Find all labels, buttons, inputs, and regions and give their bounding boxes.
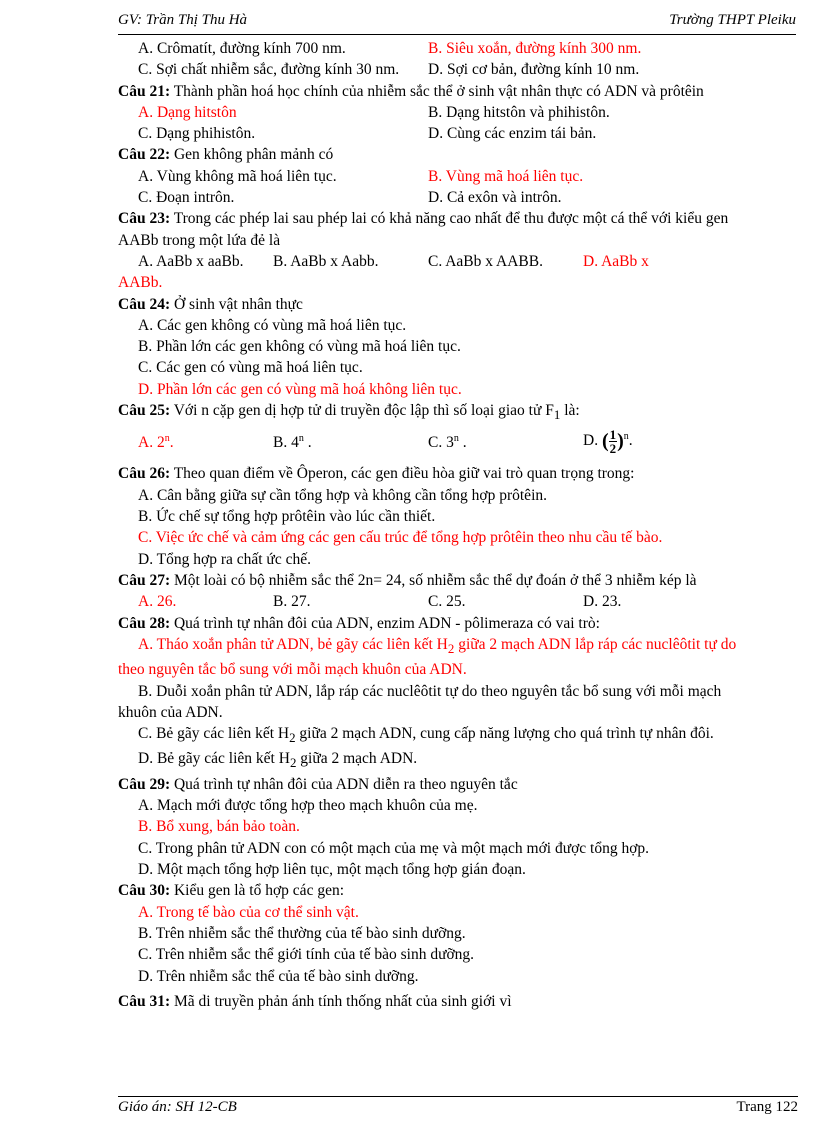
- q27-option-c: C. 25.: [428, 593, 466, 611]
- q25-option-b-base: B. 4: [273, 433, 299, 451]
- q29-text: Quá trình tự nhân đôi của ADN diễn ra theo nguyên tắc: [170, 775, 518, 793]
- q24-question: [118, 294, 738, 315]
- q26-text: Theo quan điểm về Ôperon, các gen điều hòa giữ vai trò quan trọng trong:: [170, 465, 635, 483]
- q24-option-c: C. Các gen có vùng mã hoá liên tục.: [138, 359, 363, 377]
- q27-option-d: D. 23.: [583, 593, 622, 611]
- q23-option-d: D. AaBb x: [583, 252, 649, 270]
- q25-option-b-exp: n: [298, 432, 304, 444]
- q31-text: Mã di truyền phản ánh tính thống nhất của sinh giới vì: [170, 992, 512, 1010]
- q27-option-b: B. 27.: [273, 593, 311, 611]
- q20-option-a: A. Crômatít, đường kính 700 nm.: [138, 40, 346, 57]
- q25-label: Câu 25:: [118, 402, 171, 420]
- q25-fraction-denominator: 2: [609, 440, 617, 456]
- q25-text: Với n cặp gen dị hợp tử di truyền độc lập thì số loại giao tử F: [170, 402, 554, 420]
- spacer: [118, 455, 738, 463]
- q25-options: [118, 425, 738, 455]
- q20-option-d: D. Sợi cơ bản, đường kính 10 nm.: [428, 61, 640, 79]
- q23-question: [118, 208, 738, 251]
- q29-option-d: D. Một mạch tổng hợp liên tục, một mạch tổng hợp gián đoạn.: [138, 861, 526, 879]
- q21-options-row2: [118, 123, 738, 144]
- q26-option-a: A. Cân bằng giữa sự cần tổng hợp và không cần tổng hợp prôtêin.: [138, 486, 547, 504]
- q23-options: [118, 251, 738, 272]
- q28-text: Quá trình tự nhân đôi của ADN, enzim ADN - pôlimeraza có vai trò:: [170, 614, 600, 632]
- q31-label: Câu 31:: [118, 992, 171, 1010]
- q23-label: Câu 23:: [118, 210, 171, 228]
- q23-option-d-continued: AABb.: [118, 274, 163, 292]
- q30-question: [118, 880, 738, 901]
- q22-option-b: B. Vùng mã hoá liên tục.: [428, 167, 584, 185]
- q20-option-c: C. Sợi chất nhiễm sắc, đường kính 30 nm.: [138, 61, 400, 79]
- q27-label: Câu 27:: [118, 571, 171, 589]
- q25-fraction: [609, 428, 618, 455]
- q25-option-c: C. 3$^n$ .: [428, 432, 467, 451]
- q29-option-a: A. Mạch mới được tổng hợp theo mạch khuôn của mẹ.: [138, 797, 478, 815]
- q21-option-b: B. Dạng hitstôn và phihistôn.: [428, 103, 610, 121]
- q23-option-b: B. AaBb x Aabb.: [273, 252, 379, 270]
- q23-text: Trong các phép lai sau phép lai có khả năng cao nhất để thu được một cá thể với kiểu gen AABb trong một lứa đẻ là: [118, 210, 729, 249]
- q22-options-row1: [118, 166, 738, 187]
- q28-option-a: [118, 634, 738, 681]
- q28-question: [118, 613, 738, 634]
- q23-option-c: C. AaBb x AABB.: [428, 252, 543, 270]
- q25-option-c-exp: n: [453, 432, 459, 444]
- q25-option-b: B. 4$^n$ .: [273, 432, 312, 451]
- q21-option-c: C. Dạng phihistôn.: [138, 125, 256, 143]
- q30-option-b: B. Trên nhiễm sắc thể thường của tế bào sinh dưỡng.: [138, 924, 466, 942]
- q21-text: Thành phần hoá học chính của nhiễm sắc thể ở sinh vật nhân thực có ADN và prôtêin: [170, 82, 704, 100]
- page-footer: [118, 1096, 798, 1119]
- q22-option-a: A. Vùng không mã hoá liên tục.: [138, 167, 337, 185]
- q22-label: Câu 22:: [118, 146, 171, 164]
- document-body: [118, 38, 738, 1012]
- q21-question: [118, 81, 738, 102]
- q28-option-d-subscript: 2: [289, 755, 297, 771]
- q22-option-d: D. Cả exôn và intrôn.: [428, 189, 562, 207]
- q28-option-a-part2: giữa 2 mạch ADN lắp ráp các nuclêôtit tự do theo nguyên tắc bổ sung với mỗi mạch khuôn của ADN.: [118, 635, 737, 679]
- q24-option-d: D. Phần lớn các gen có vùng mã hoá không liên tục.: [138, 380, 462, 398]
- q21-label: Câu 21:: [118, 82, 171, 100]
- q26-label: Câu 26:: [118, 465, 171, 483]
- q24-option-a: A. Các gen không có vùng mã hoá liên tục.: [138, 316, 407, 334]
- q28-option-c-subscript: 2: [289, 730, 296, 746]
- q26-question: [118, 463, 738, 484]
- q28-option-a-part1: A. Tháo xoắn phân tử ADN, bẻ gãy các liên kết H: [138, 635, 448, 653]
- q25-option-a: A. 2$^n$.: [138, 432, 174, 451]
- q25-option-c-base: C. 3: [428, 433, 454, 451]
- q26-option-d: D. Tổng hợp ra chất ức chế.: [138, 550, 311, 568]
- q25-fraction-rparen: ): [617, 429, 624, 452]
- q29-label: Câu 29:: [118, 775, 171, 793]
- q28-option-d-part2: giữa 2 mạch ADN.: [296, 750, 418, 768]
- q22-options-row2: [118, 187, 738, 208]
- q24-option-b: B. Phần lớn các gen không có vùng mã hoá liên tục.: [138, 338, 461, 356]
- q30-label: Câu 30:: [118, 882, 171, 900]
- q28-option-c-part1: C. Bẻ gãy các liên kết H: [138, 725, 290, 743]
- q26-option-b: B. Ức chế sự tổng hợp prôtêin vào lúc cần thiết.: [138, 508, 436, 526]
- q25-fraction-lparen: (: [601, 429, 609, 452]
- page-header: [118, 12, 796, 35]
- q21-options-row1: [118, 102, 738, 123]
- q22-option-c: C. Đoạn intrôn.: [138, 189, 235, 207]
- q25-tail: là:: [560, 402, 580, 420]
- q30-option-d: D. Trên nhiễm sắc thể của tế bào sinh dưỡng.: [138, 967, 419, 985]
- q27-option-a: A. 26.: [138, 593, 177, 611]
- q23-option-a: A. AaBb x aaBb.: [138, 252, 244, 270]
- q30-option-a: A. Trong tế bào của cơ thể sinh vật.: [138, 903, 359, 921]
- q25-question: [118, 400, 738, 425]
- q25-option-d-label: D.: [583, 432, 599, 450]
- footer-page-number: Trang 122: [736, 1099, 798, 1115]
- q27-options: [118, 591, 738, 612]
- q25-option-a-exp: n: [164, 432, 170, 444]
- header-school: Trường THPT Pleiku: [669, 12, 796, 28]
- q29-question: [118, 774, 738, 795]
- q22-question: [118, 144, 738, 165]
- q20-option-b: B. Siêu xoắn, đường kính 300 nm.: [428, 40, 642, 57]
- q25-subscript: 1: [553, 407, 561, 423]
- q28-label: Câu 28:: [118, 614, 171, 632]
- q20-options-row2: [118, 59, 738, 80]
- q25-option-a-base: A. 2: [138, 433, 165, 451]
- q28-option-d-part1: D. Bẻ gãy các liên kết H: [138, 750, 290, 768]
- q28-option-c: [118, 723, 738, 748]
- header-teacher: GV: Trần Thị Thu Hà: [118, 12, 248, 28]
- q21-option-d: D. Cùng các enzim tái bản.: [428, 125, 597, 143]
- q22-text: Gen không phân mảnh có: [170, 146, 334, 164]
- q27-text: Một loài có bộ nhiễm sắc thể 2n= 24, số nhiễm sắc thể dự đoán ở thể 3 nhiễm kép là: [170, 571, 697, 589]
- q27-question: [118, 570, 738, 591]
- q30-option-c: C. Trên nhiễm sắc thể giới tính của tế bào sinh dưỡng.: [138, 946, 475, 964]
- q28-option-a-subscript: 2: [447, 640, 455, 656]
- q29-option-b: B. Bổ xung, bán bảo toàn.: [138, 818, 300, 836]
- q24-text: Ở sinh vật nhân thực: [170, 295, 303, 313]
- q28-option-c-part2: giữa 2 mạch ADN, cung cấp năng lượng cho quá trình tự nhân đôi.: [295, 725, 714, 743]
- q25-option-d-exp: n: [623, 430, 629, 442]
- q28-option-b: B. Duỗi xoắn phân tử ADN, lắp ráp các nuclêôtit tự do theo nguyên tắc bổ sung với mỗi mạch khuôn của ADN.: [118, 682, 722, 721]
- q25-fraction-numerator: 1: [609, 426, 617, 442]
- q20-options-row1: [118, 38, 738, 59]
- q31-question: [118, 991, 738, 1012]
- q29-option-c: C. Trong phân tử ADN con có một mạch của mẹ và một mạch mới được tổng hợp.: [138, 839, 650, 857]
- q30-text: Kiểu gen là tổ hợp các gen:: [170, 882, 345, 900]
- q26-option-c: C. Việc ức chế và cảm ứng các gen cấu trúc để tổng hợp prôtêin theo nhu cầu tế bào.: [138, 529, 663, 547]
- footer-lesson-plan: Giáo án: SH 12-CB: [118, 1099, 237, 1115]
- q24-label: Câu 24:: [118, 295, 171, 313]
- q21-option-a: A. Dạng hitstôn: [138, 103, 237, 121]
- q28-option-d: [118, 748, 738, 773]
- q25-option-d: D. ( $\frac{1}{2}$ )$^n$.: [583, 426, 633, 456]
